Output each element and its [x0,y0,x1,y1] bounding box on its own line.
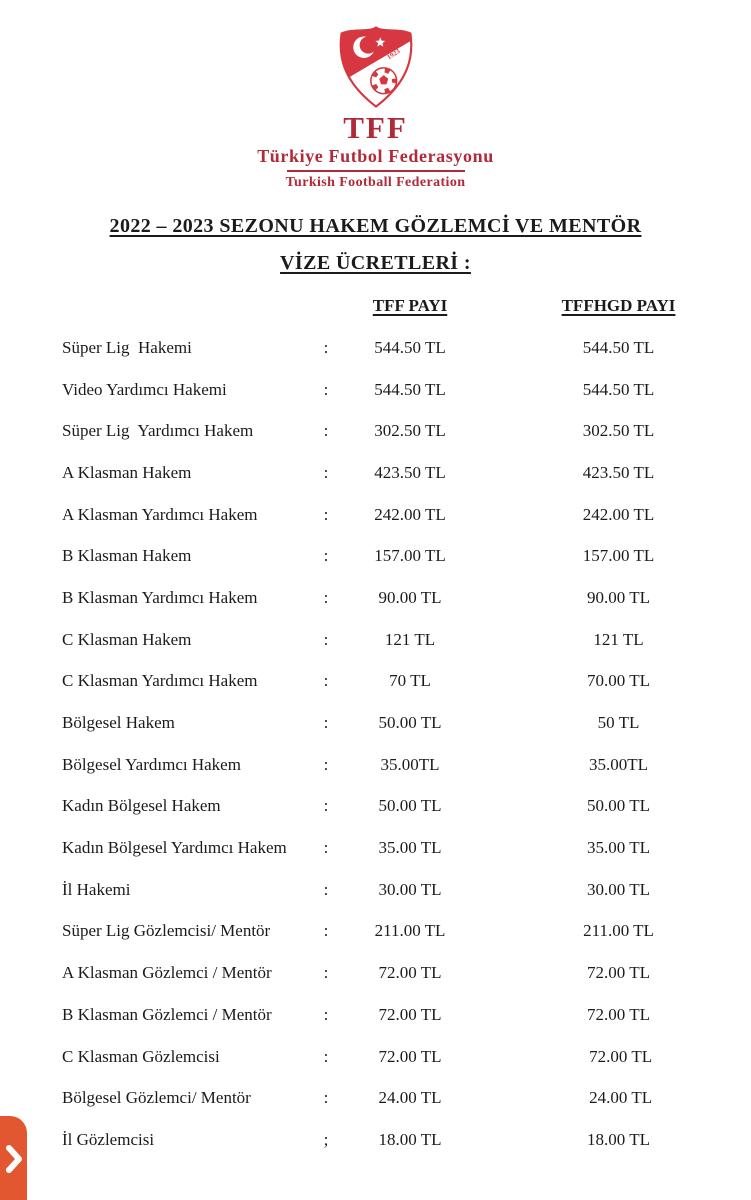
fee-separator: : [323,504,329,524]
fee-row [0,619,751,661]
fee-tffhgd-value: 18.00 TL [587,1129,650,1149]
fee-row [0,452,751,494]
share-button[interactable] [0,1116,27,1200]
document-title [0,203,751,277]
fee-label: C Klasman Yardımcı Hakem [62,671,258,691]
fee-separator: : [323,379,329,399]
tff-shield-logo [327,24,425,110]
fee-label: C Klasman Gözlemcisi [62,1046,220,1066]
fee-label: A Klasman Yardımcı Hakem [62,504,258,524]
fee-separator: : [323,963,329,983]
table-header-row [0,285,751,327]
fee-tffhgd-value: 50 TL [597,713,640,733]
column-header-tffhgd-payi: TFFHGD PAYI [561,296,676,315]
fee-label: B Klasman Gözlemci / Mentör [62,1004,272,1024]
fee-tff-value: 544.50 TL [374,379,446,399]
fee-tff-value: 242.00 TL [374,504,446,524]
fee-tff-value: 35.00TL [380,754,440,774]
fee-separator: : [323,587,329,607]
fee-tffhgd-value: 423.50 TL [582,462,655,482]
founded-year-text: 1923 [385,47,401,62]
fee-tff-value: 423.50 TL [374,462,446,482]
fee-separator: : [323,838,329,858]
fee-tff-value: 72.00 TL [378,963,442,983]
fee-label: Video Yardımcı Hakemi [62,379,227,399]
fee-label: İl Hakemi [62,879,131,899]
fee-tff-value: 90.00 TL [378,587,442,607]
fee-tff-value: 302.50 TL [374,421,446,441]
fee-separator: ; [323,1129,329,1149]
fee-separator: : [323,629,329,649]
logo-divider [287,170,465,172]
fee-tff-value: 157.00 TL [374,546,446,566]
fee-tffhgd-value: 211.00 TL [583,921,654,941]
fee-row [0,410,751,452]
fee-table [0,285,751,1161]
fee-row [0,827,751,869]
fee-label: Bölgesel Yardımcı Hakem [62,754,241,774]
fee-tff-value: 50.00 TL [378,713,442,733]
fee-tff-value: 70 TL [389,671,431,691]
fee-tffhgd-value: 30.00 TL [587,879,650,899]
fee-separator: : [323,921,329,941]
fee-tff-value: 30.00 TL [378,879,442,899]
fee-row [0,744,751,786]
fee-row [0,494,751,536]
fee-row [0,869,751,911]
fee-tffhgd-value: 72.00 TL [587,963,650,983]
fee-row [0,994,751,1036]
fee-tff-value: 121 TL [384,629,436,649]
fee-row [0,577,751,619]
logo-name-english: Turkish Football Federation [285,175,466,190]
title-line-2: VİZE ÜCRETLERİ : [280,252,471,274]
fee-label: Bölgesel Gözlemci/ Mentör [62,1088,251,1108]
chevron-right-icon [6,1144,22,1174]
fee-row [0,911,751,953]
fee-tffhgd-value: 302.50 TL [582,421,655,441]
fee-row [0,535,751,577]
fee-tff-value: 72.00 TL [378,1004,442,1024]
fee-tffhgd-value: 70.00 TL [587,671,650,691]
fee-label: İl Gözlemcisi [62,1129,155,1149]
fee-tff-value: 211.00 TL [374,921,446,941]
fee-label: B Klasman Yardımcı Hakem [62,587,258,607]
fee-row [0,1077,751,1119]
fee-separator: : [323,671,329,691]
fee-tffhgd-value: 242.00 TL [582,504,655,524]
fee-label: Kadın Bölgesel Yardımcı Hakem [62,838,287,858]
fee-label: B Klasman Hakem [62,546,192,566]
fee-tff-value: 72.00 TL [378,1046,442,1066]
fee-separator: : [323,1046,329,1066]
football-icon [370,68,396,94]
fee-separator: : [323,462,329,482]
fee-row [0,327,751,369]
fee-label: A Klasman Gözlemci / Mentör [62,963,272,983]
fee-label: Bölgesel Hakem [62,713,175,733]
fee-label: Süper Lig Gözlemcisi/ Mentör [62,921,271,941]
fee-tffhgd-value: 544.50 TL [582,337,655,357]
fee-tff-value: 24.00 TL [378,1088,442,1108]
fee-label: Süper Lig Yardımcı Hakem [62,421,254,441]
fee-tffhgd-value: 157.00 TL [582,546,655,566]
fee-tffhgd-value: 24.00 TL [584,1088,653,1108]
logo-acronym: TFF [343,110,408,145]
fee-tffhgd-value: 50.00 TL [587,796,650,816]
fee-row [0,1119,751,1161]
fee-tffhgd-value: 90.00 TL [587,587,650,607]
fee-row [0,786,751,828]
tff-logo-block [0,0,751,191]
column-header-tff-payi: TFF PAYI [372,296,448,315]
fee-separator: : [323,421,329,441]
fee-separator: : [323,754,329,774]
fee-label: Kadın Bölgesel Hakem [62,796,221,816]
fee-separator: : [323,879,329,899]
fee-row [0,702,751,744]
fee-tffhgd-value: 121 TL [593,629,644,649]
fee-row [0,369,751,411]
fee-tffhgd-value: 544.50 TL [582,379,655,399]
fee-row [0,661,751,703]
fee-tff-value: 544.50 TL [374,337,446,357]
fee-label: A Klasman Hakem [62,462,192,482]
fee-separator: : [323,1004,329,1024]
fee-tffhgd-value: 35.00TL [588,754,649,774]
fee-rows-container [0,327,751,1161]
fee-tff-value: 18.00 TL [378,1129,442,1149]
fee-separator: : [323,1088,329,1108]
fee-separator: : [323,796,329,816]
fee-row [0,1036,751,1078]
fee-tff-value: 50.00 TL [378,796,442,816]
logo-name-turkish: Türkiye Futbol Federasyonu [257,146,494,166]
fee-tffhgd-value: 72.00 TL [584,1046,653,1066]
fee-separator: : [323,337,329,357]
title-line-1: 2022 – 2023 SEZONU HAKEM GÖZLEMCİ VE MENTÖR [109,215,642,237]
fee-tffhgd-value: 35.00 TL [587,838,650,858]
fee-tffhgd-value: 72.00 TL [587,1004,650,1024]
fee-separator: : [323,546,329,566]
fee-label: C Klasman Hakem [62,629,192,649]
fee-separator: : [323,713,329,733]
fee-label: Süper Lig Hakemi [62,337,192,357]
fee-tff-value: 35.00 TL [378,838,442,858]
fee-row [0,952,751,994]
